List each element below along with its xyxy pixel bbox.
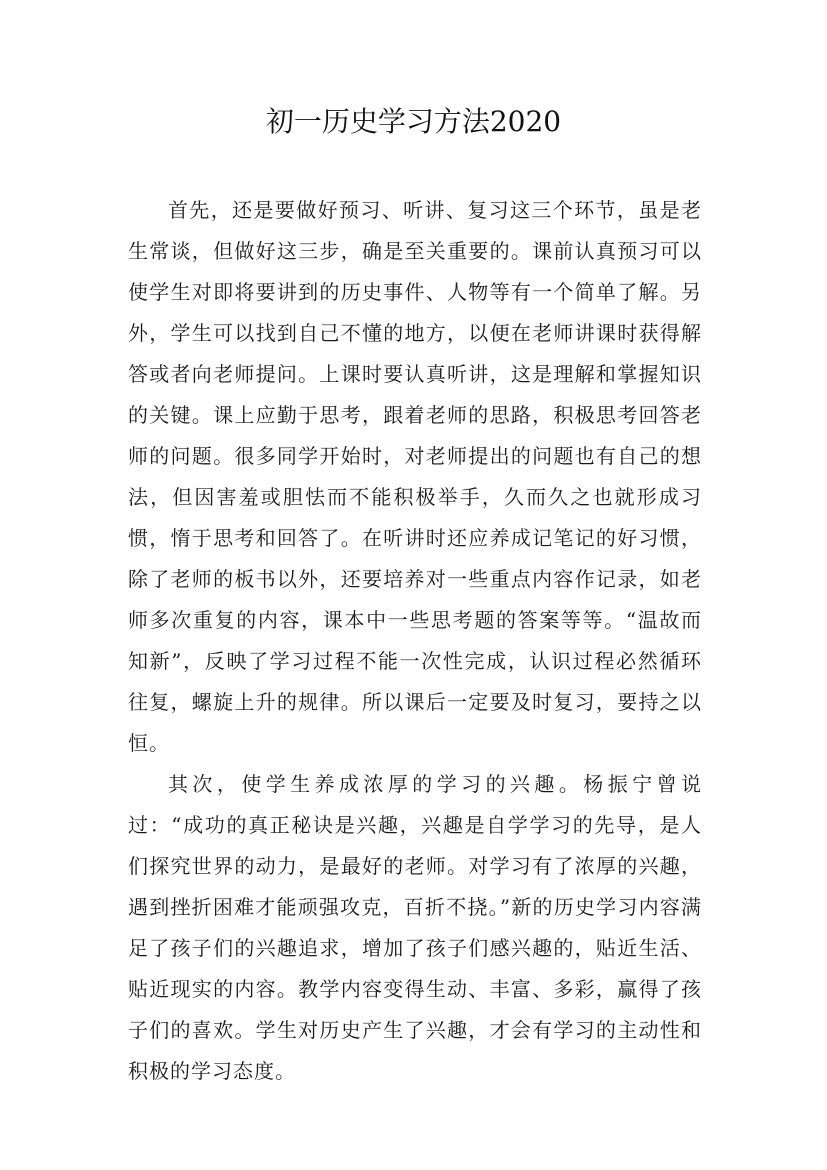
document-title: 初一历史学习方法2020 <box>265 105 562 138</box>
document-body <box>128 190 702 1092</box>
paragraph-2: 其次，使学生养成浓厚的学习的兴趣。杨振宁曾说过：“成功的真正秘诀是兴趣，兴趣是自学学习的先导，是人们探究世界的动力，是最好的老师。对学习有了浓厚的兴趣，遇到挫折困难才能顽强攻克，百折不挠。”新的历史学习内容满足了孩子们的兴趣追求，增加了孩子们感兴趣的，贴近生活、贴近现实的内容。教学内容变得生动、丰富、多彩，赢得了孩子们的喜欢。学生对历史产生了兴趣，才会有学习的主动性和积极的学习态度。 <box>128 772 702 1083</box>
paragraph-1: 首先，还是要做好预习、听讲、复习这三个环节，虽是老生常谈，但做好这三步，确是至关重要的。课前认真预习可以使学生对即将要讲到的历史事件、人物等有一个简单了解。另外，学生可以找到自己不懂的地方，以便在老师讲课时获得解答或者向老师提问。上课时要认真听讲，这是理解和掌握知识的关键。课上应勤于思考，跟着老师的思路，积极思考回答老师的问题。很多同学开始时，对老师提出的问题也有自己的想法，但因害羞或胆怯而不能积极举手，久而久之也就形成习惯，惰于思考和回答了。在听讲时还应养成记笔记的好习惯，除了老师的板书以外，还要培养对一些重点内容作记录，如老师多次重复的内容，课本中一些思考题的答案等等。“温故而知新”，反映了学习过程不能一次性完成，认识过程必然循环往复，螺旋上升的规律。所以课后一定要及时复习，要持之以恒。 <box>128 198 702 755</box>
